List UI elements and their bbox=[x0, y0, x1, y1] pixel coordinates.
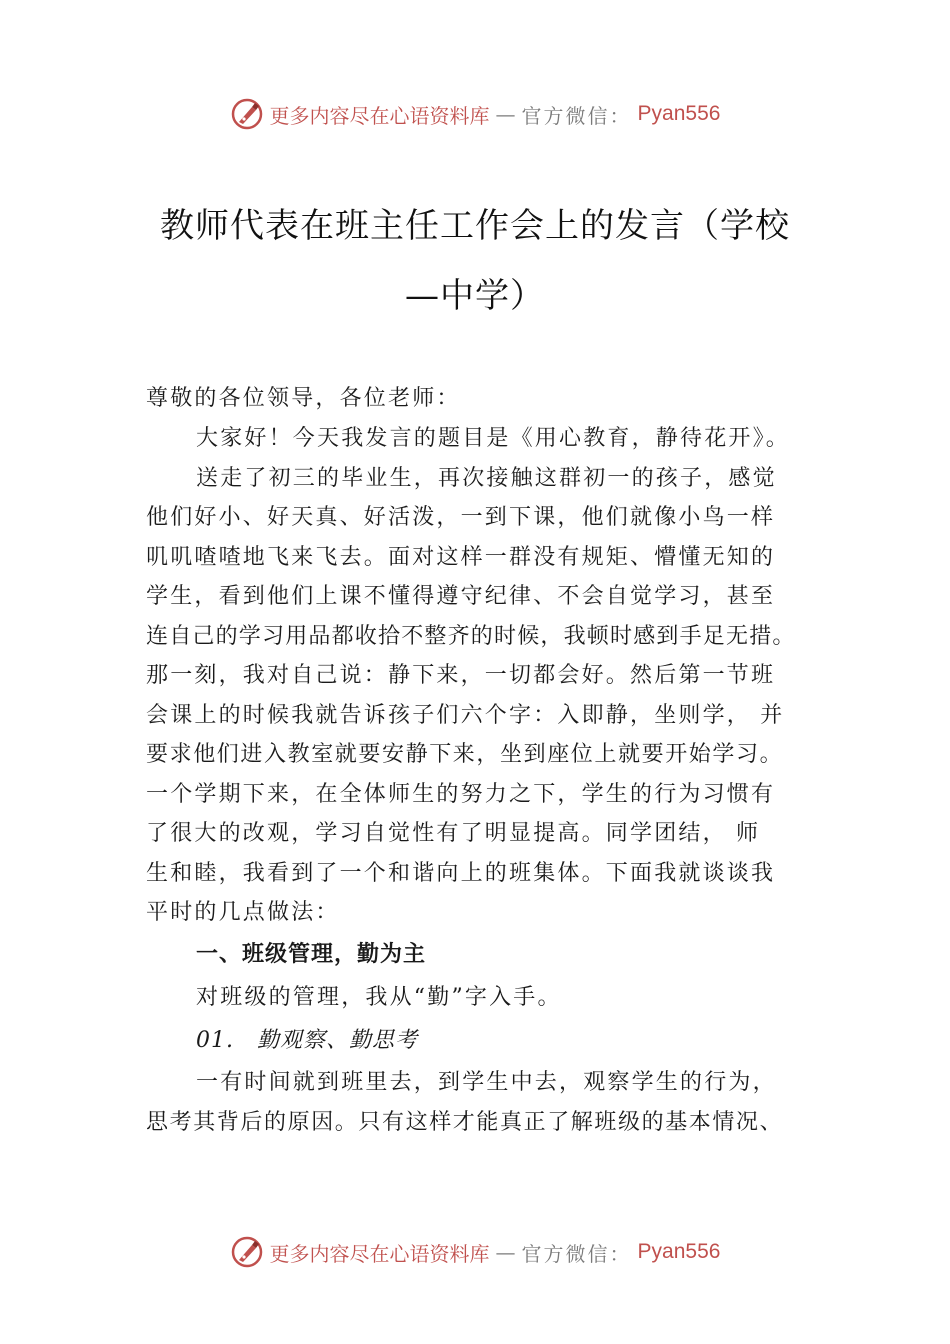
paragraph-line: 他们好小、好天真、好活泼，一到下课，他们就像小鸟一样 bbox=[146, 505, 776, 530]
paragraph-line: 送走了初三的毕业生，再次接触这群初一的孩子，感觉 bbox=[196, 466, 777, 491]
salutation: 尊敬的各位领导，各位老师： bbox=[146, 386, 461, 411]
paragraph-line: 大家好！今天我发言的题目是《用心教育，静待花开》。 bbox=[196, 426, 791, 451]
pen-nib-logo-icon bbox=[230, 1235, 264, 1269]
section-heading: 一、班级管理，勤为主 bbox=[196, 942, 427, 967]
banner-separator: — bbox=[495, 102, 516, 126]
paragraph-line: 对班级的管理，我从“勤”字入手。 bbox=[196, 985, 562, 1010]
paragraph-line: 会课上的时候我就告诉孩子们六个字：入即静，坐则学， 并 bbox=[146, 703, 785, 728]
banner-text: 更多内容尽在心语资料库 bbox=[269, 103, 490, 128]
footer-watermark bbox=[0, 1234, 950, 1270]
paragraph-line: 叽叽喳喳地飞来飞去。面对这样一群没有规矩、懵懂无知的 bbox=[146, 545, 776, 570]
banner-wechat-id: Pyan556 bbox=[637, 1240, 721, 1263]
banner-separator: — bbox=[495, 1240, 516, 1264]
paragraph-line: 一个学期下来，在全体师生的努力之下，学生的行为习惯有 bbox=[146, 782, 776, 807]
header-watermark bbox=[0, 96, 950, 132]
paragraph-line: 思考其背后的原因。只有这样才能真正了解班级的基本情况、 bbox=[146, 1110, 784, 1135]
paragraph-line: 学生，看到他们上课不懂得遵守纪律、不会自觉学习，甚至 bbox=[146, 584, 776, 609]
banner-wechat-id: Pyan556 bbox=[637, 102, 721, 125]
paragraph-line: 了很大的改观，学习自觉性有了明显提高。同学团结， 师 bbox=[146, 821, 761, 846]
banner-wechat-label: 官方微信： bbox=[521, 103, 632, 128]
pen-nib-logo-icon bbox=[230, 97, 264, 131]
subsection-heading: 01. 勤观察、勤思考 bbox=[196, 1028, 418, 1053]
paragraph-line: 要求他们进入教室就要安静下来，坐到座位上就要开始学习。 bbox=[146, 742, 784, 767]
document-title-line-1: 教师代表在班主任工作会上的发言（学校 bbox=[160, 206, 790, 246]
paragraph-line: 那一刻，我对自己说：静下来，一切都会好。然后第一节班 bbox=[146, 663, 776, 688]
paragraph-line: 平时的几点做法： bbox=[146, 900, 340, 925]
banner-wechat-label: 官方微信： bbox=[521, 1241, 632, 1266]
document-title-line-2: —中学） bbox=[405, 276, 545, 316]
paragraph-line: 一有时间就到班里去，到学生中去，观察学生的行为， bbox=[196, 1070, 777, 1095]
paragraph-line: 生和睦，我看到了一个和谐向上的班集体。下面我就谈谈我 bbox=[146, 861, 776, 886]
paragraph-line: 连自己的学习用品都收拾不整齐的时候，我顿时感到手足无措。 bbox=[146, 624, 796, 649]
banner-text: 更多内容尽在心语资料库 bbox=[269, 1241, 490, 1266]
